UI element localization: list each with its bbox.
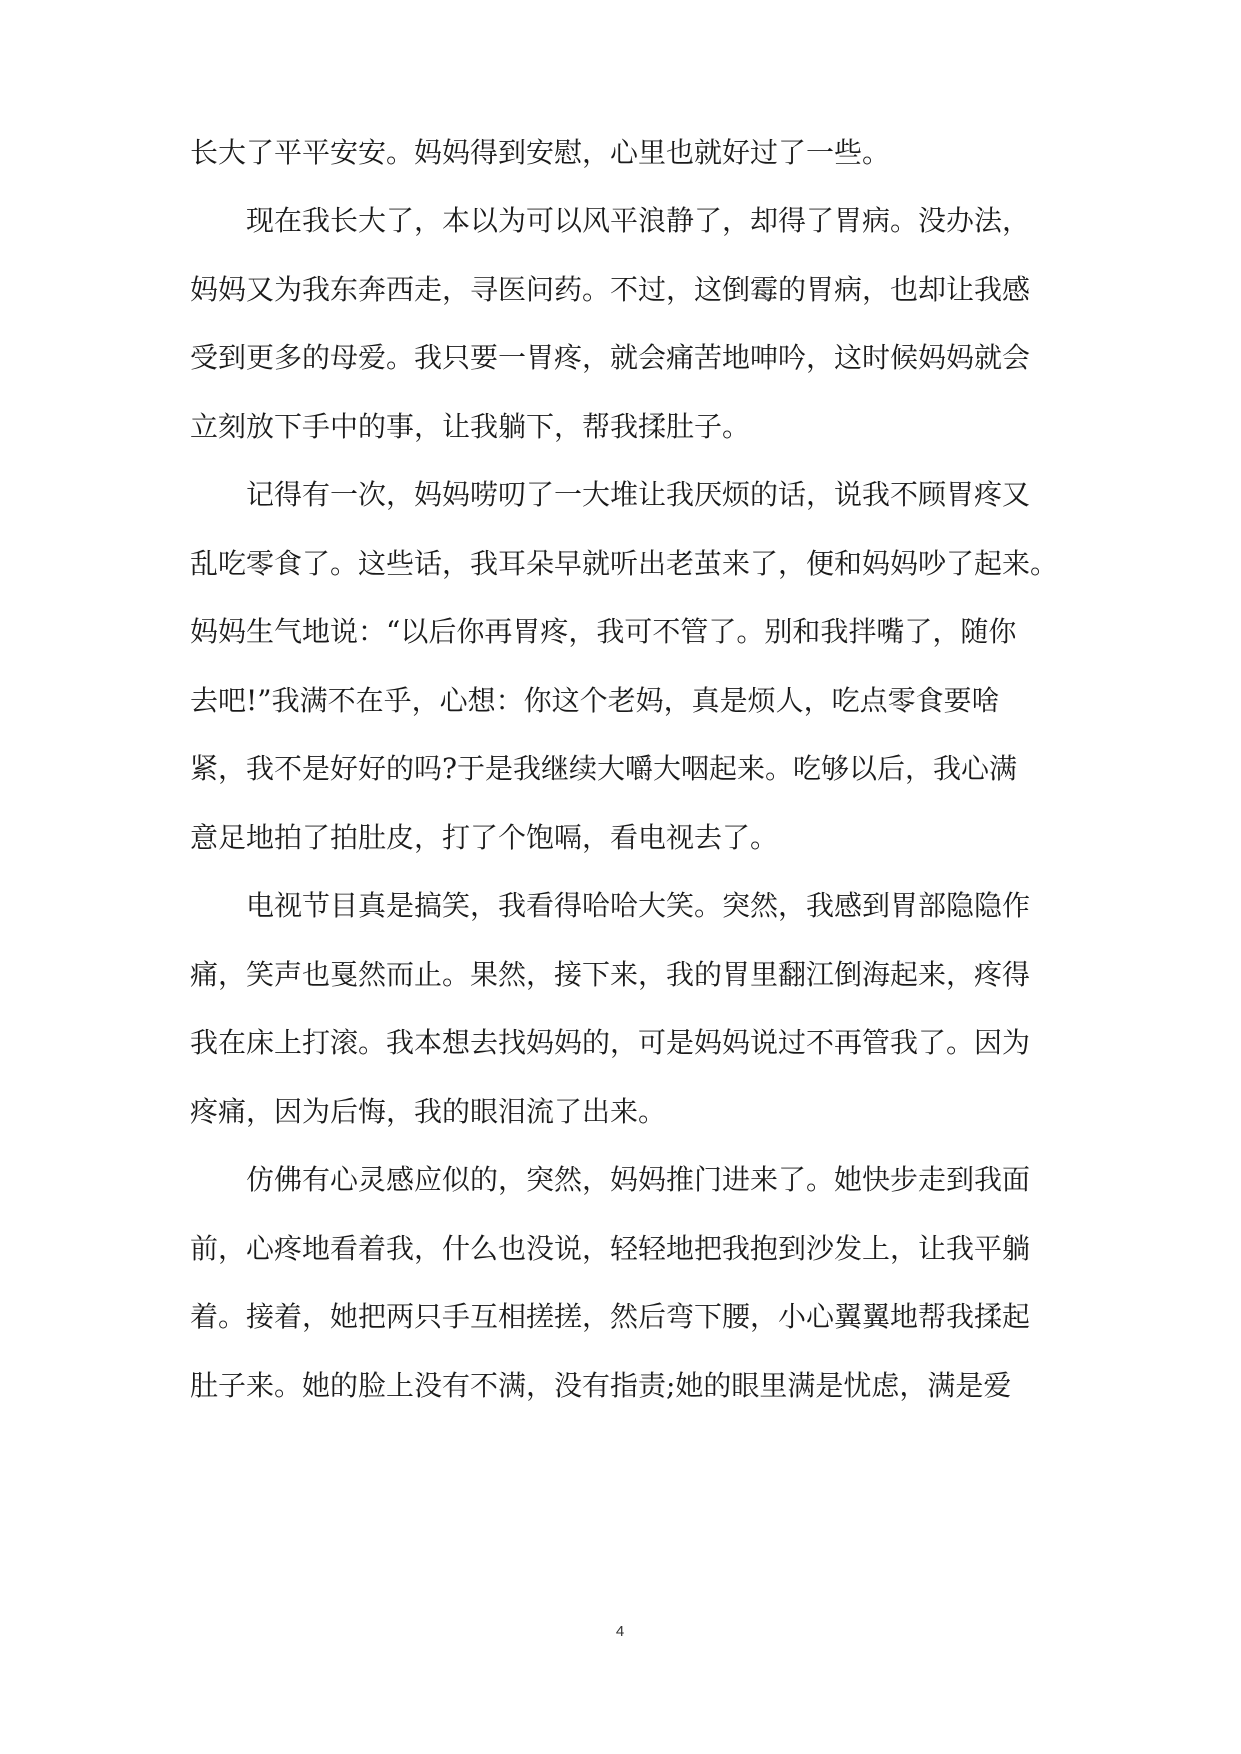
text-line: 受到更多的母爱。我只要一胃疼，就会痛苦地呻吟，这时候妈妈就会 [190, 341, 1031, 374]
text-line: 长大了平平安安。妈妈得到安慰，心里也就好过了一些。 [190, 136, 891, 169]
page-number: 4 [615, 1623, 625, 1640]
text-line: 痛，笑声也戛然而止。果然，接下来，我的胃里翻江倒海起来，疼得 [190, 958, 1031, 991]
text-line: 前，心疼地看着我，什么也没说，轻轻地把我抱到沙发上，让我平躺 [190, 1232, 1031, 1265]
text-line: 妈妈又为我东奔西走，寻医问药。不过，这倒霉的胃病，也却让我感 [190, 273, 1031, 306]
text-line: 仿佛有心灵感应似的，突然，妈妈推门进来了。她快步走到我面 [190, 1163, 1031, 1196]
text-line: 我在床上打滚。我本想去找妈妈的，可是妈妈说过不再管我了。因为 [190, 1026, 1031, 1059]
text-line: 乱吃零食了。这些话，我耳朵早就听出老茧来了，便和妈妈吵了起来。 [190, 547, 1059, 580]
text-line: 去吧!”我满不在乎，心想：你这个老妈，真是烦人，吃点零食要啥 [190, 684, 1000, 717]
text-line: 着。接着，她把两只手互相搓搓，然后弯下腰，小心翼翼地帮我揉起 [190, 1300, 1031, 1333]
text-line: 电视节目真是搞笑，我看得哈哈大笑。突然，我感到胃部隐隐作 [190, 889, 1031, 922]
text-line: 意足地拍了拍肚皮，打了个饱嗝，看电视去了。 [190, 821, 779, 854]
text-line: 紧，我不是好好的吗?于是我继续大嚼大咽起来。吃够以后，我心满 [190, 752, 1018, 785]
text-line: 现在我长大了，本以为可以风平浪静了，却得了胃病。没办法， [190, 204, 1031, 237]
text-line: 妈妈生气地说：“以后你再胃疼，我可不管了。别和我拌嘴了，随你 [190, 615, 1017, 648]
text-line: 肚子来。她的脸上没有不满，没有指责;她的眼里满是忧虑，满是爱 [190, 1369, 1012, 1402]
text-line: 记得有一次，妈妈唠叨了一大堆让我厌烦的话，说我不顾胃疼又 [190, 478, 1031, 511]
text-line: 疼痛，因为后悔，我的眼泪流了出来。 [190, 1095, 667, 1128]
text-line: 立刻放下手中的事，让我躺下，帮我揉肚子。 [190, 410, 751, 443]
